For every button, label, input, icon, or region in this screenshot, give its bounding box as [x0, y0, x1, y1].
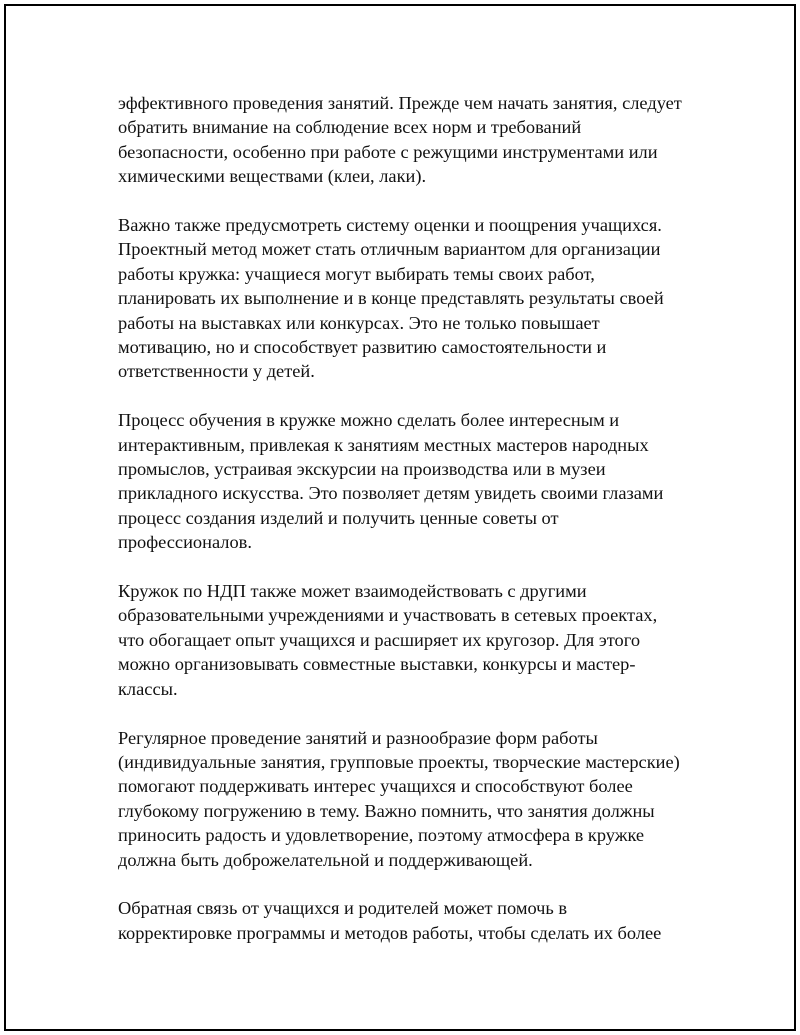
- text-line: работы на выставках или конкурсах. Это не только повышает: [118, 312, 600, 333]
- text-line: приносить радость и удовлетворение, поэтому атмосфера в кружке: [118, 825, 645, 846]
- text-line: прикладного искусства. Это позволяет детям увидеть своими глазами: [118, 483, 664, 504]
- text-line: что обогащает опыт учащихся и расширяет их кругозор. Для этого: [118, 629, 641, 650]
- text-line: ответственности у детей.: [118, 361, 315, 382]
- paragraph: [118, 896, 708, 945]
- text-line: профессионалов.: [118, 532, 252, 553]
- text-line: обратить внимание на соблюдение всех норм и требований: [118, 117, 582, 138]
- text-line: (индивидуальные занятия, групповые проекты, творческие мастерские): [118, 751, 680, 772]
- text-line: должна быть доброжелательной и поддерживающей.: [118, 849, 533, 870]
- text-line: Процесс обучения в кружке можно сделать более интересным и: [118, 410, 620, 431]
- text-line: Регулярное проведение занятий и разнообразие форм работы: [118, 727, 598, 748]
- paragraph: [118, 91, 708, 189]
- paragraph: [118, 579, 708, 701]
- text-line: промыслов, устраивая экскурсии на производства или в музеи: [118, 459, 606, 480]
- text-line: процесс создания изделий и получить ценные советы от: [118, 507, 559, 528]
- text-line: Обратная связь от учащихся и родителей может помочь в: [118, 898, 568, 919]
- text-line: мотивацию, но и способствует развитию самостоятельности и: [118, 337, 607, 358]
- paragraph: [118, 726, 708, 872]
- text-line: можно организовывать совместные выставки, конкурсы и мастер-: [118, 654, 636, 675]
- text-line: химическими веществами (клеи, лаки).: [118, 166, 427, 187]
- text-line: глубокому погружению в тему. Важно помнить, что занятия должны: [118, 800, 655, 821]
- text-line: безопасности, особенно при работе с режущими инструментами или: [118, 141, 658, 162]
- text-line: эффективного проведения занятий. Прежде чем начать занятия, следует: [118, 93, 682, 113]
- paragraph: [118, 408, 708, 554]
- paragraph: [118, 213, 708, 384]
- document-body: [118, 91, 708, 970]
- text-line: образовательными учреждениями и участвовать в сетевых проектах,: [118, 605, 658, 626]
- text-line: интерактивным, привлекая к занятиям местных мастеров народных: [118, 434, 649, 455]
- text-line: Важно также предусмотреть систему оценки и поощрения учащихся.: [118, 215, 662, 236]
- text-line: работы кружка: учащиеся могут выбирать темы своих работ,: [118, 263, 595, 284]
- text-line: помогают поддерживать интерес учащихся и способствуют более: [118, 776, 633, 797]
- text-line: классы.: [118, 678, 178, 699]
- text-line: корректировке программы и методов работы, чтобы сделать их более: [118, 922, 662, 943]
- text-line: планировать их выполнение и в конце представлять результаты своей: [118, 288, 664, 309]
- text-line: Проектный метод может стать отличным вариантом для организации: [118, 239, 661, 260]
- text-line: Кружок по НДП также может взаимодействовать с другими: [118, 581, 587, 602]
